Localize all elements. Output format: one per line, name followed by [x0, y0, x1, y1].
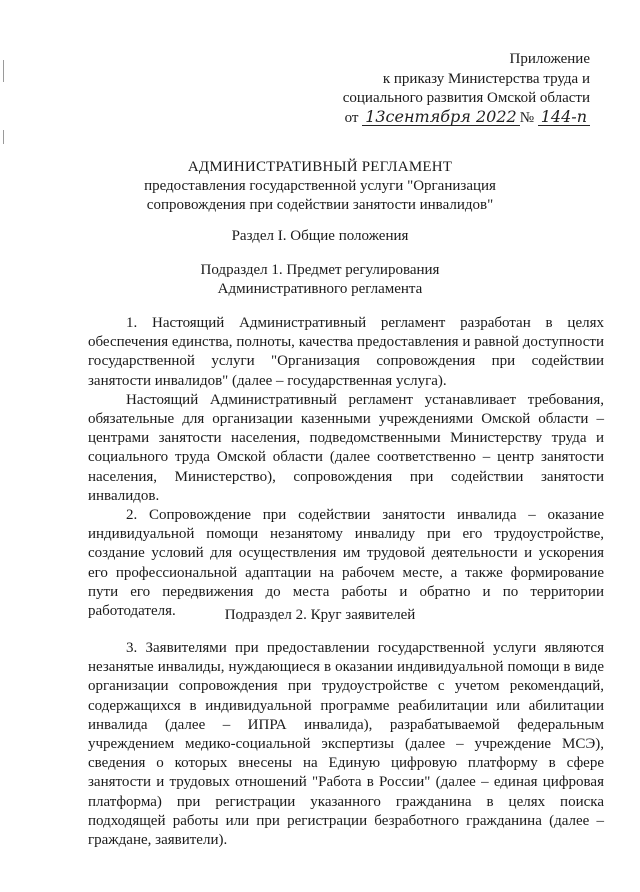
appendix-date-number-line — [343, 106, 590, 129]
title-subtitle-line-2: сопровождения при содействии занятости инвалидов" — [146, 197, 494, 213]
subsection-2-heading — [40, 606, 600, 625]
paragraph-1: 1. Настоящий Административный регламент разработан в целях обеспечения единства, полноты, качества предоставления и равной доступности государственной услуги "Организация сопровождения при содействии занятости инвалидов" (далее – государственная услуга). — [88, 315, 604, 389]
from-prefix: от — [344, 109, 359, 126]
subsection-1-heading — [40, 261, 600, 299]
body-paragraphs-a — [88, 314, 604, 621]
paragraph-1-continued: Настоящий Административный регламент устанавливает требования, обязательные для организации казенными учреждениями Омской области – центрами занятости населения, подведомственными Министерству труда и социального труда Омской области (далее соответственно – центр занятости населения, Министерство), сопровождения при содействии занятости инвалидов. — [88, 391, 604, 504]
paragraph-2: 2. Сопровождение при содействии занятости инвалида – оказание индивидуальной помощи незанятому инвалиду при его трудоустройстве, создание условий для осуществления им трудовой деятельности и ускорения его профессиональной адаптации на рабочем месте, а также формирование пути его передвижения до места работы и обратно и по территории работодателя. — [88, 507, 604, 620]
title-main: АДМИНИСТРАТИВНЫЙ РЕГЛАМЕНТ — [187, 159, 453, 175]
number-prefix: № — [519, 109, 534, 126]
title-subtitle-line-1: предоставления государственной услуги "Организация — [144, 178, 496, 194]
handwritten-number: 144-п — [538, 109, 590, 126]
scan-edge-mark — [3, 130, 4, 144]
section-1-heading: Раздел I. Общие положения — [231, 228, 409, 244]
subsection-1-heading-line-1: Подраздел 1. Предмет регулирования — [200, 262, 440, 278]
subsection-1-heading-line-2: Административного регламента — [217, 281, 423, 297]
appendix-ministry: социального развития Омской области — [342, 90, 590, 106]
body-paragraphs-b — [88, 639, 604, 850]
document-title — [40, 158, 600, 215]
handwritten-date: 13сентября 2022 — [362, 109, 520, 126]
section-heading — [40, 227, 600, 246]
subsection-2-heading-text: Подраздел 2. Круг заявителей — [224, 607, 416, 623]
appendix-header — [343, 50, 590, 128]
appendix-title: Приложение — [509, 51, 590, 67]
appendix-order-ref: к приказу Министерства труда и — [382, 70, 590, 87]
paragraph-3: 3. Заявителями при предоставлении государственной услуги являются незанятые инвалиды, нуждающиеся в оказании индивидуальной помощи в виде организации сопровождения при трудоустройстве с учетом рекомендаций, содержащихся в индивидуальной программе реабилитации или абилитации инвалида (далее – ИПРА инвалида), разрабатываемой федеральным учреждением медико-социальной экспертизы (далее – учреждение МСЭ), сведения о которых внесены на Единую цифровую платформу в сфере занятости и трудовых отношений "Работа в России" (далее – единая цифровая платформа) при регистрации указанного гражданина в целях поиска подходящей работы или при регистрации безработного гражданина (далее – граждане, заявители). — [88, 640, 604, 849]
scan-edge-mark — [3, 60, 4, 82]
